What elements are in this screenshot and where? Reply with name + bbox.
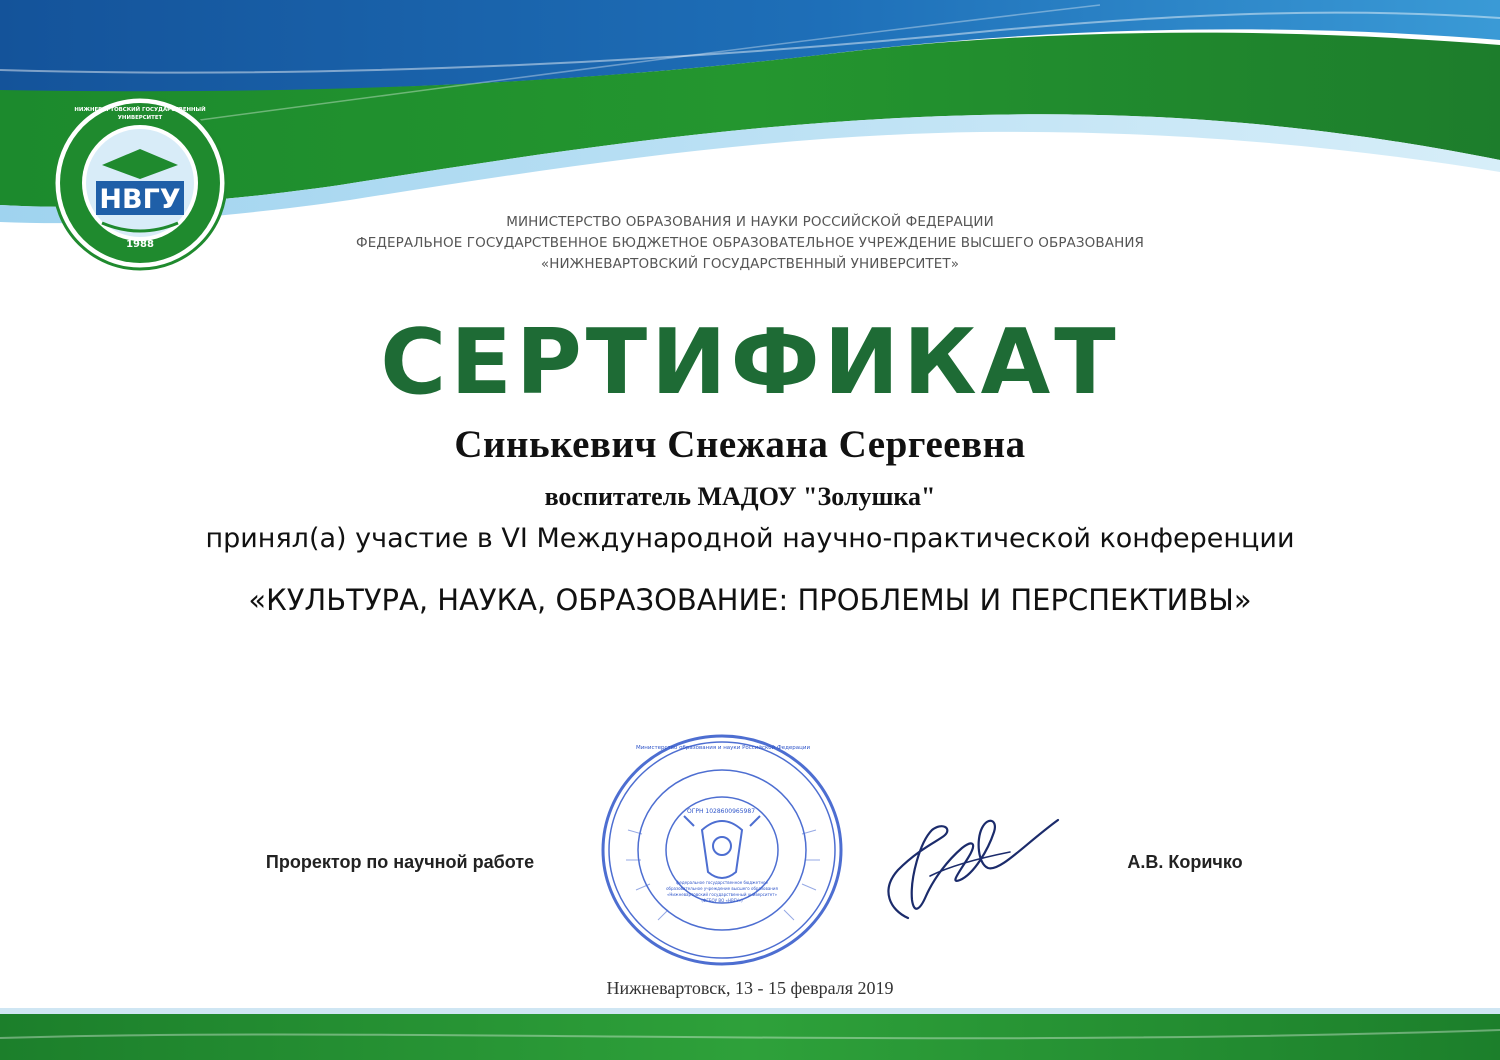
signatory-name: А.В. Коричко bbox=[1127, 852, 1243, 872]
recipient-name: Синькевич Снежана Сергеевна bbox=[454, 423, 1026, 466]
handwritten-signature-icon bbox=[850, 800, 1065, 925]
stamp-outer-text: Министерство образования и науки Российской Федерации bbox=[635, 745, 811, 751]
signatory-role: Проректор по научной работе bbox=[265, 852, 535, 872]
certificate-title: СЕРТИФИКАТ bbox=[380, 310, 1120, 415]
official-seal-icon bbox=[598, 730, 846, 970]
recipient-position: воспитатель МАДОУ "Золушка" bbox=[544, 482, 936, 511]
ministry-header bbox=[300, 212, 1200, 275]
ministry-line-3: «НИЖНЕВАРТОВСКИЙ ГОСУДАРСТВЕННЫЙ УНИВЕРСИТЕТ» bbox=[540, 256, 960, 272]
logo-year: 1988 bbox=[126, 239, 154, 250]
footer-band bbox=[0, 1008, 1500, 1060]
logo-ring-text: НИЖНЕВАРТОВСКИЙ ГОСУДАРСТВЕННЫЙ УНИВЕРСИТЕТ bbox=[74, 107, 206, 121]
ministry-line-1: МИНИСТЕРСТВО ОБРАЗОВАНИЯ И НАУКИ РОССИЙСКОЙ ФЕДЕРАЦИИ bbox=[506, 214, 994, 230]
logo-abbr: НВГУ bbox=[99, 184, 181, 215]
conference-name: «КУЛЬТУРА, НАУКА, ОБРАЗОВАНИЕ: ПРОБЛЕМЫ И ПЕРСПЕКТИВЫ» bbox=[248, 583, 1252, 617]
ministry-line-2: ФЕДЕРАЛЬНОЕ ГОСУДАРСТВЕННОЕ БЮДЖЕТНОЕ ОБРАЗОВАТЕЛЬНОЕ УЧРЕЖДЕНИЕ ВЫСШЕГО ОБРАЗОВАНИЯ bbox=[355, 235, 1145, 251]
stamp-inner-text: федеральное государственное бюджетное образовательное учреждение высшего образования «Нижневартовский государственный университет» (ФГБОУ ВО «НВГУ») bbox=[666, 880, 778, 903]
stamp-ogrn: ОГРН 1028600965987 bbox=[686, 808, 756, 815]
place-date: Нижневартовск, 13 - 15 февраля 2019 bbox=[606, 978, 894, 998]
participation-text: принял(а) участие в VI Международной научно-практической конференции bbox=[205, 523, 1295, 554]
